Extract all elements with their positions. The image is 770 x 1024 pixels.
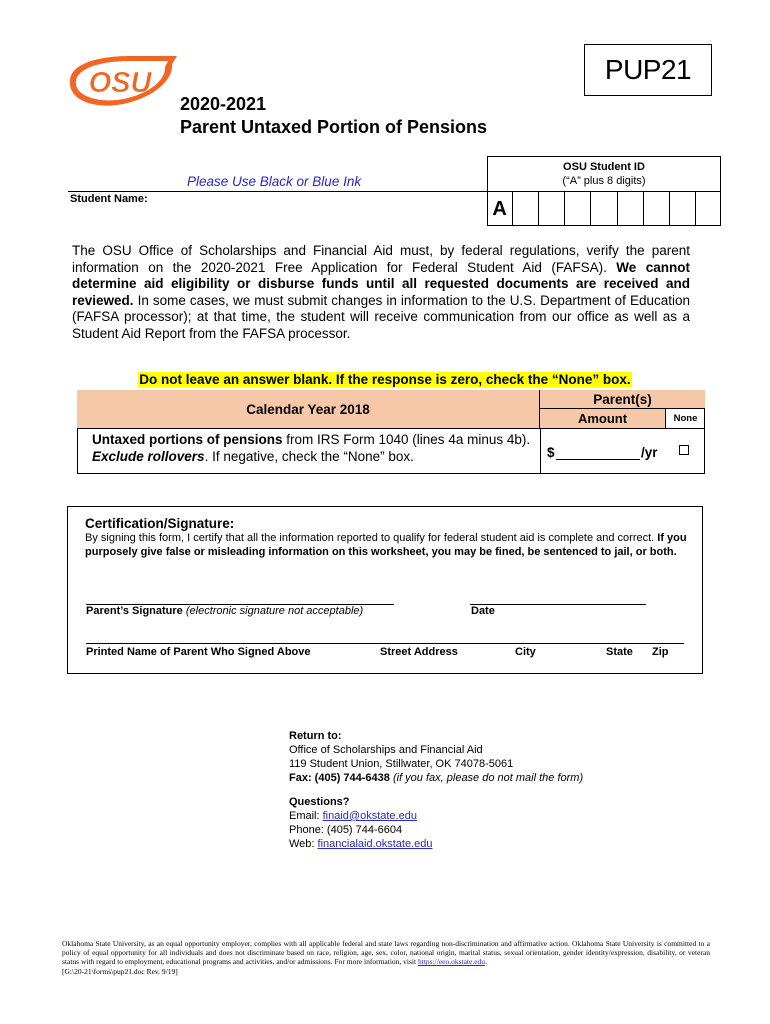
per-year-label: /yr (641, 445, 658, 460)
pension-amount-field[interactable] (556, 459, 640, 460)
exclude-rollovers: Exclude rollovers (92, 449, 205, 464)
pension-row-text-1: from IRS Form 1040 (lines 4a minus 4b). (282, 432, 531, 447)
street-address-label: Street Address (380, 646, 458, 658)
office-address: 119 Student Union, Stillwater, OK 74078-5061 (289, 758, 514, 770)
signature-label (86, 605, 363, 617)
osu-logo (62, 50, 182, 112)
intro-paragraph (72, 243, 690, 342)
student-id-digit-field[interactable] (618, 192, 644, 226)
academic-year: 2020-2021 (180, 94, 267, 114)
student-id-digits (487, 191, 721, 226)
signature-note: (electronic signature not acceptable) (182, 605, 364, 617)
amount-header: Amount (540, 409, 666, 429)
printed-name-label: Printed Name of Parent Who Signed Above (86, 646, 311, 658)
return-info (289, 729, 583, 851)
student-id-digit-field[interactable] (513, 192, 539, 226)
dollar-sign: $ (547, 445, 555, 460)
pension-row-bold: Untaxed portions of pensions (92, 432, 283, 447)
zip-label: Zip (652, 646, 669, 658)
city-label: City (515, 646, 536, 658)
parents-header: Parent(s) (540, 390, 705, 409)
eeo-link[interactable]: https://eeo.okstate.edu (417, 957, 486, 967)
ink-note: Please Use Black or Blue Ink (187, 174, 362, 189)
phone-line: Phone: (405) 744-6604 (289, 824, 403, 836)
student-id-digit-field[interactable] (565, 192, 591, 226)
document-reference: [G:\20-21\forms\pup21.doc Rev. 9/19] (62, 966, 178, 976)
calendar-year-header: Calendar Year 2018 (77, 390, 540, 429)
certification-text: By signing this form, I certify that all the information reported to qualify for federal student aid is complete and correct. (85, 532, 658, 544)
fax-note: (if you fax, please do not mail the form) (389, 772, 584, 784)
email-line (289, 809, 583, 823)
student-id-digit-field[interactable] (644, 192, 670, 226)
student-id-prefix: A (487, 192, 513, 226)
intro-bold: We cannot determine aid eligibility or disburse funds until all requested documents are received and reviewed. (72, 259, 690, 308)
office-name: Office of Scholarships and Financial Aid (289, 744, 483, 756)
student-id-digit-field[interactable] (670, 192, 696, 226)
student-id-digit-field[interactable] (591, 192, 617, 226)
fax-number: Fax: (405) 744-6438 (289, 772, 390, 784)
certification-title: Certification/Signature: (85, 516, 235, 531)
email-link[interactable]: finaid@okstate.edu (322, 810, 417, 822)
form-code: PUP21 (584, 44, 712, 96)
footer-text: Oklahoma State University, as an equal opportunity employer, complies with all applicable federal and state laws regarding non-discrimination and affirmative action. Oklahoma State University is committed to a policy of equal opportunity for all individuals and does not discriminate based on race, religion, age, sex, color, national origin, marital status, sexual orientation, gender identity/expression, disability, or veteran status with regard to employment, educational programs and activities, and/or admissions. For more information, visit (62, 939, 710, 967)
warning-banner (70, 372, 700, 387)
pension-row-label (92, 431, 532, 465)
fax-line (289, 771, 583, 785)
student-id-digit-field[interactable] (539, 192, 565, 226)
logo-text: OSU (88, 67, 152, 99)
web-line (289, 837, 583, 851)
student-id-digit-field[interactable] (696, 192, 721, 226)
signature-label-text: Parent’s Signature (86, 605, 183, 617)
footer-notice (62, 939, 710, 976)
return-heading: Return to: (289, 730, 342, 742)
certification-body (85, 531, 691, 559)
intro-text-1: The OSU Office of Scholarships and Financial Aid must, by federal regulations, verify the parent information on the 2020-2021 Free Application for Federal Student Aid (FAFSA). (72, 243, 690, 275)
none-header: None (666, 409, 705, 429)
pension-row-text-2: . If negative, check the “None” box. (204, 449, 414, 464)
footer-period: . (485, 957, 487, 967)
table-divider (540, 429, 541, 474)
web-link[interactable]: financialaid.okstate.edu (317, 838, 433, 850)
student-id-subheading: (“A” plus 8 digits) (562, 175, 646, 187)
questions-heading: Questions? (289, 796, 350, 808)
date-field[interactable] (470, 604, 646, 605)
none-checkbox[interactable] (679, 445, 689, 455)
intro-text-2: In some cases, we must submit changes in information to the U.S. Department of Education (FAFSA processor); at that time, the student will receive communication from our office as well as a Student Aid Report from the FAFSA processor. (72, 292, 690, 341)
email-label: Email: (289, 810, 323, 822)
form-title: Parent Untaxed Portion of Pensions (180, 117, 488, 137)
date-label: Date (471, 605, 495, 617)
student-id-heading: OSU Student ID (563, 161, 645, 173)
student-name-field[interactable]: Student Name: (70, 193, 148, 205)
web-label: Web: (289, 838, 318, 850)
state-label: State (606, 646, 633, 658)
certification-warning: If you purposely give false or misleading information on this worksheet, you may be fined, be sentenced to jail, or both. (85, 532, 687, 558)
student-name-rule (68, 191, 488, 192)
warning-text: Do not leave an answer blank. If the response is zero, check the “None” box. (139, 372, 631, 387)
printed-name-address-field[interactable] (86, 643, 684, 644)
